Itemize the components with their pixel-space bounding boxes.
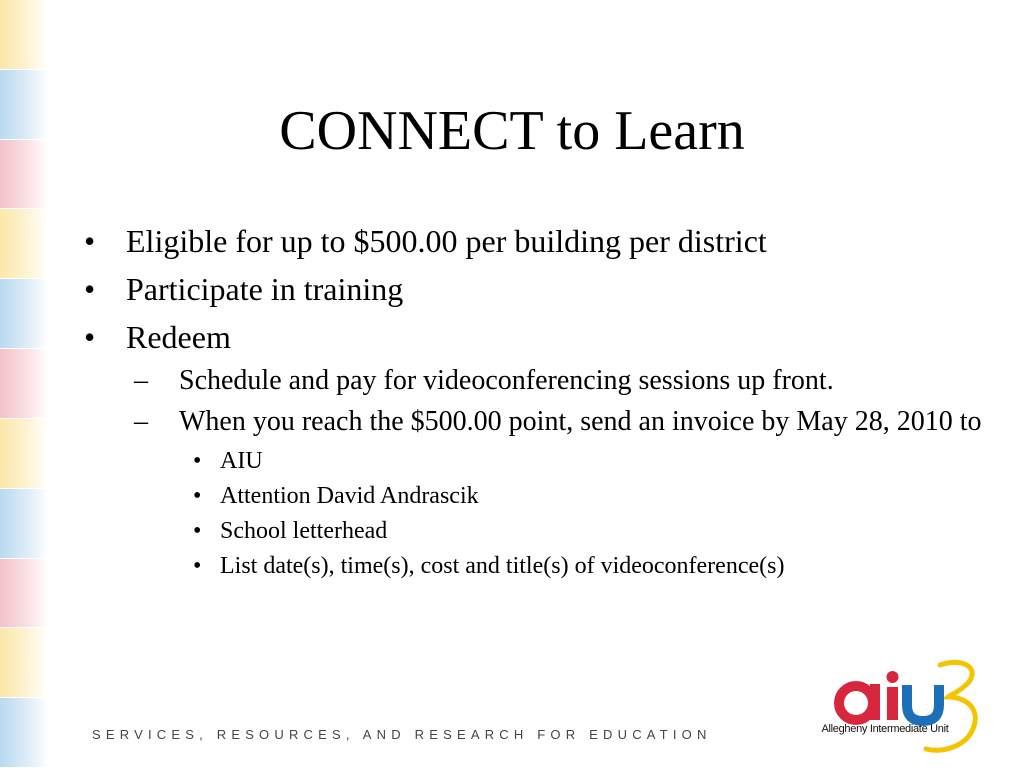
dash-icon: –: [134, 406, 148, 437]
bullet-text: Participate in training: [126, 271, 404, 307]
bullet-icon: •: [193, 483, 202, 509]
sub-bullet-text: When you reach the $500.00 point, send an invoice by May 28, 2010 to: [179, 406, 982, 437]
footer-tagline: SERVICES, RESOURCES, AND RESEARCH FOR EDUCATION: [92, 727, 712, 742]
sub-sub-bullet-text: School letterhead: [220, 518, 388, 544]
sub-bullet-list: [126, 364, 984, 581]
sub-bullet-item: [134, 405, 984, 581]
bullet-item: [84, 270, 984, 308]
sub-sub-bullet-text: List date(s), time(s), cost and title(s) of videoconference(s): [220, 553, 785, 579]
logo-letter-a-bowl: [839, 686, 873, 720]
sub-bullet-item: [134, 364, 984, 397]
sub-sub-bullet-item: [193, 516, 984, 546]
sub-sub-bullet-text: Attention David Andrascik: [220, 483, 479, 509]
sub-sub-bullet-item: [193, 446, 984, 476]
bullet-icon: •: [193, 518, 202, 544]
bullet-icon: •: [193, 448, 202, 474]
bullet-icon: •: [193, 553, 202, 579]
sub-sub-bullet-list: [179, 446, 984, 581]
bullet-list: [84, 222, 984, 581]
sub-sub-bullet-text: AIU: [220, 448, 263, 474]
slide-content: [84, 222, 984, 591]
logo-swoosh: [926, 662, 975, 750]
sub-sub-bullet-item: [193, 551, 984, 581]
bullet-item: [84, 318, 984, 581]
aiu-logo: [790, 655, 990, 765]
bullet-text: Eligible for up to $500.00 per building per district: [126, 223, 767, 259]
bullet-icon: •: [84, 271, 96, 307]
logo-caption: Allegheny Intermediate Unit: [821, 723, 949, 735]
aiu-logo-mark: [790, 655, 990, 765]
dash-icon: –: [134, 365, 148, 396]
decorative-left-stripe: [0, 0, 48, 768]
bullet-icon: •: [84, 319, 96, 355]
logo-letter-i-stem: [887, 687, 898, 720]
sub-bullet-text: Schedule and pay for videoconferencing sessions up front.: [179, 365, 834, 396]
bullet-item: [84, 222, 984, 260]
logo-letter-a-stem: [870, 684, 880, 720]
bullet-icon: •: [84, 223, 96, 259]
logo-letter-i-dot: [887, 671, 899, 683]
slide-title: CONNECT to Learn: [279, 100, 745, 162]
logo-letter-u: [907, 685, 939, 721]
sub-sub-bullet-item: [193, 481, 984, 511]
bullet-text: Redeem: [126, 319, 231, 355]
